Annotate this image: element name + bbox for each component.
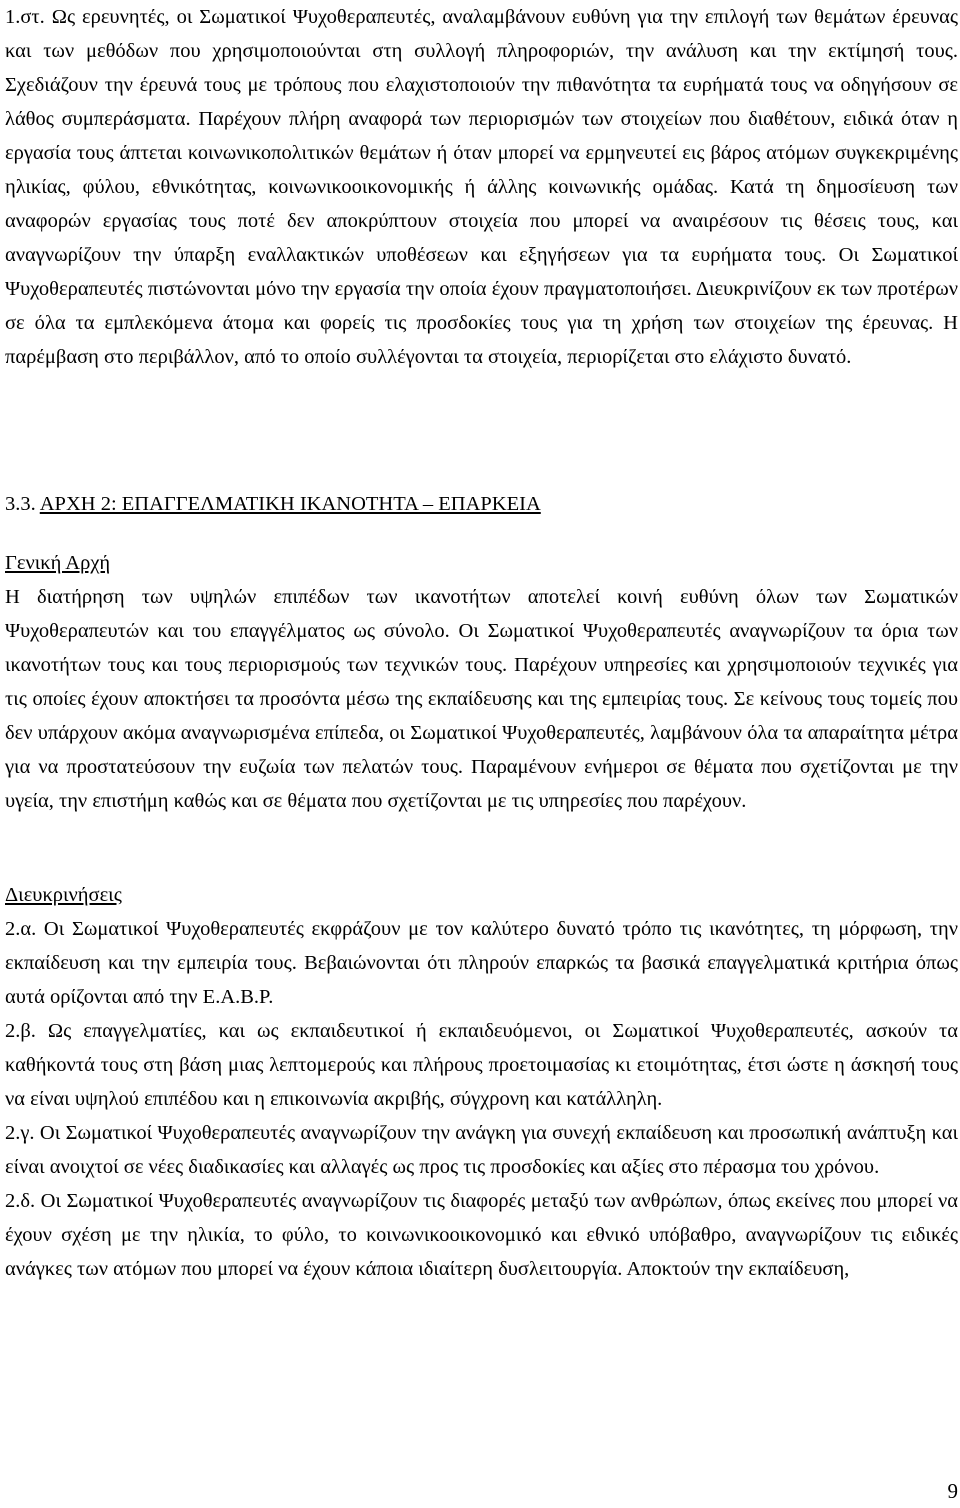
clarifications-list xyxy=(5,912,958,1286)
sentence: Σχεδιάζουν την έρευνά τους με τρόπους που ελαχιστοποιούν την πιθανότητα τα ευρήματά τους να οδηγήσουν σε λάθος συμπεράσματα. xyxy=(5,74,958,130)
sentence: Παραμένουν ενήμεροι σε θέματα που σχετίζονται με την υγεία, την επιστήμη καθώς και σε θέματα που σχετίζονται με τις υπηρεσίες που παρέχουν. xyxy=(5,756,959,812)
page-number: 9 xyxy=(947,1479,958,1503)
clarification-item: 2.β. Ως επαγγελματίες, και ως εκπαιδευτικοί ή εκπαιδευόμενοι, οι Σωματικοί Ψυχοθεραπευτές, ασκούν τα καθήκοντά τους στη βάση μιας λεπτομερούς και πλήρους προετοιμασίας κι ετοιμότητας, έτσι ώστε η άσκησή τους να είναι υψηλού επιπέδου και η επικοινωνία ακριβής, σύγχρονη και κατάλληλη. xyxy=(5,1020,958,1110)
sentence: Παρέχουν υπηρεσίες και χρησιμοποιούν τεχνικές για τις οποίες έχουν αποκτήσει τα προσόντα μέσω της εκπαίδευσης και της εμπειρίας τους. xyxy=(5,654,958,710)
section-heading xyxy=(5,487,541,521)
sentence: Οι Σωματικοί Ψυχοθεραπευτές πιστώνονται μόνο την εργασία την οποία έχουν πραγματοποιήσει. xyxy=(5,244,958,300)
sentence: Κατά τη δημοσίευση των αναφορών εργασίας τους ποτέ δεν αποκρύπτουν στοιχεία που μπορεί να αναιρέσουν τις θέσεις τους, και αναγνωρίζουν την ύπαρξη εναλλακτικών υποθέσεων και εξηγήσεων για τα ευρήματα τους. xyxy=(5,176,958,266)
sentence: Παρέχουν πλήρη αναφορά των περιορισμών των στοιχείων που διαθέτουν, ειδικά όταν η εργασία τους άπτεται κοινωνικοπολιτικών θεμάτων ή όταν μπορεί να ερμηνευτεί εις βάρος ατόμων συγκεκριμένης ηλικίας, φύλου, εθνικότητας, κοινωνικοοικονομικής ή άλλης κοινωνικής ομάδας. xyxy=(5,108,958,198)
sentence: Η διατήρηση των υψηλών επιπέδων των ικανοτήτων αποτελεί κοινή ευθύνη όλων των Σωματικών Ψυχοθεραπευτών και του επαγγέλματος ως σύνολο. xyxy=(5,586,958,642)
sentence: Διευκρινίζουν εκ των προτέρων σε όλα τα εμπλεκόμενα άτομα και φορείς τις προσδοκίες τους για τη χρήση των στοιχείων της έρευνας. xyxy=(5,278,958,334)
section-title: ΑΡΧΗ 2: ΕΠΑΓΓΕΛΜΑΤΙΚΗ ΙΚΑΝΟΤΗΤΑ – ΕΠΑΡΚΕΙΑ xyxy=(39,493,541,515)
general-principle-paragraph xyxy=(5,580,958,818)
clarification-item: 2.γ. Οι Σωματικοί Ψυχοθεραπευτές αναγνωρίζουν την ανάγκη για συνεχή εκπαίδευση και προσωπική ανάπτυξη και είναι ανοιχτοί σε νέες διαδικασίες και αλλαγές ως προς τις προσδοκίες και αξίες στο πέρασμα του χρόνου. xyxy=(5,1122,958,1178)
sentence: Οι Σωματικοί Ψυχοθεραπευτές αναγνωρίζουν τα όρια των ικανοτήτων τους και τους περιορισμούς των τεχνικών τους. xyxy=(5,620,958,676)
general-principle-label: Γενική Αρχή xyxy=(5,552,111,574)
sentence: Η παρέμβαση στο περιβάλλον, από το οποίο συλλέγονται τα στοιχεία, περιορίζεται στο ελάχιστο δυνατό. xyxy=(5,312,958,368)
section-number: 3.3. xyxy=(5,493,40,515)
sentence: 1.στ. Ως ερευνητές, οι Σωματικοί Ψυχοθεραπευτές, αναλαμβάνουν ευθύνη για την επιλογή των θεμάτων έρευνας και των μεθόδων που χρησιμοποιούνται στη συλλογή πληροφοριών, την ανάλυση και την εκτίμησή τους. xyxy=(5,6,958,62)
clarification-item: 2.δ. Οι Σωματικοί Ψυχοθεραπευτές αναγνωρίζουν τις διαφορές μεταξύ των ανθρώπων, όπως εκείνες που μπορεί να έχουν σχέση με την ηλικία, το φύλο, το κοινωνικοοικονομικό και εθνικό υπόβαθρο, αναγνωρίζουν τις ειδικές ανάγκες των ατόμων που μπορεί να έχουν κάποια ιδιαίτερη δυσλειτουργία. Αποκτούν την εκπαίδευση, xyxy=(5,1190,958,1280)
clarification-item: 2.α. Οι Σωματικοί Ψυχοθεραπευτές εκφράζουν με τον καλύτερο δυνατό τρόπο τις ικανότητες, τη μόρφωση, την εκπαίδευση και την εμπειρία τους. Βεβαιώνονται ότι πληρούν επαρκώς τα βασικά επαγγελματικά κριτήρια όπως αυτά ορίζονται από την Ε.Α.Β.Ρ. xyxy=(5,918,958,1008)
sentence: Σε κείνους τους τομείς που δεν υπάρχουν ακόμα αναγνωρισμένα επίπεδα, οι Σωματικοί Ψυχοθεραπευτές, λαμβάνουν όλα τα απαραίτητα μέτρα για να προστατεύσουν την ευζωία των πελατών τους. xyxy=(5,688,958,778)
clarifications-label: Διευκρινήσεις xyxy=(5,884,122,906)
paragraph-1-st xyxy=(5,0,958,374)
